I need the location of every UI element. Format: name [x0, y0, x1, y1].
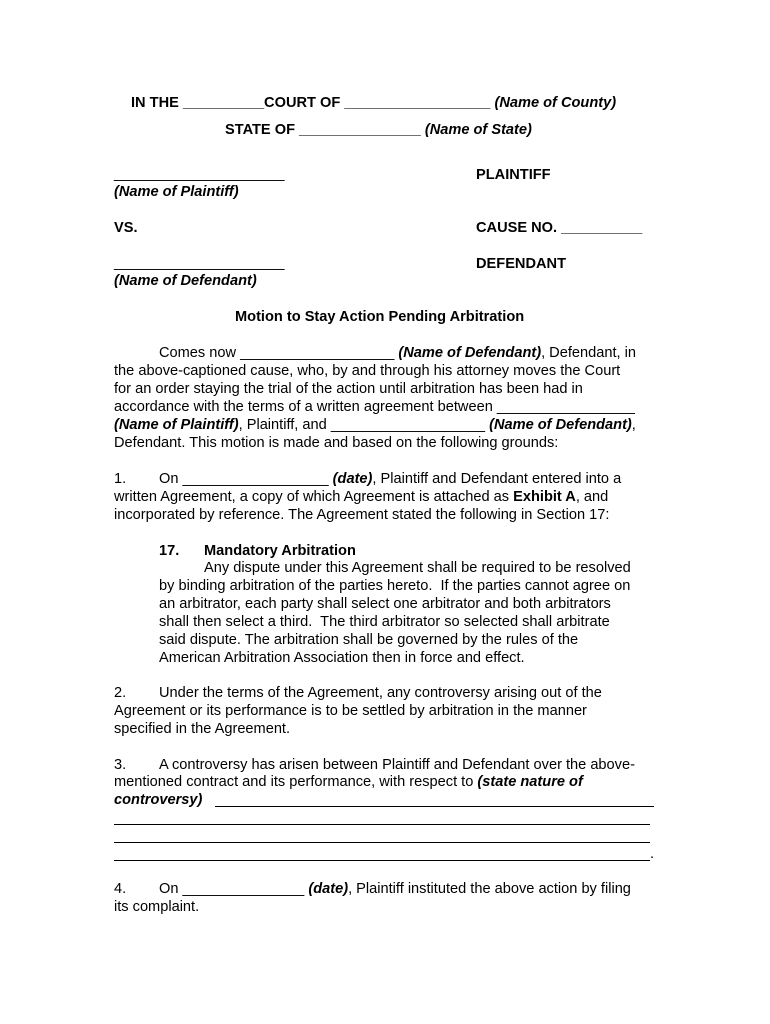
section17-line-5: said dispute. The arbitration shall be governed by the rules of the: [159, 632, 579, 648]
defendant-placeholder: (Name of Defendant): [489, 417, 632, 433]
defendant-placeholder: (Name of Defendant): [398, 345, 542, 361]
controversy-blank-line: [114, 842, 650, 843]
intro-line-6: Defendant. This motion is made and based on the following grounds:: [114, 435, 559, 451]
para3-end-period: .: [650, 846, 655, 862]
exhibit-label: Exhibit A: [513, 489, 576, 505]
para1-line-2: [114, 488, 608, 506]
para3-line-3: controversy): [114, 792, 203, 808]
para3-line-1: A controversy has arisen between Plaintiff and Defendant over the above-: [159, 757, 635, 773]
defendant-blank: _____________________: [114, 255, 285, 271]
cause-number: CAUSE NO. __________: [476, 220, 643, 236]
versus-label: VS.: [114, 220, 138, 236]
state-line: [225, 121, 532, 139]
intro-text: Comes now ___________________: [159, 345, 399, 361]
para4-text: On _______________: [159, 881, 309, 897]
controversy-blank-line: [215, 806, 654, 807]
document-title: Motion to Stay Action Pending Arbitration: [235, 309, 525, 325]
para4-line-2: its complaint.: [114, 899, 200, 915]
para1-text: On __________________: [159, 471, 333, 487]
section17-heading: Mandatory Arbitration: [204, 543, 356, 559]
para4-line-1: [159, 880, 631, 898]
intro-text: ,: [631, 417, 636, 433]
court-line-text: IN THE __________COURT OF __________________: [131, 95, 495, 111]
para2-line-2: Agreement or its performance is to be settled by arbitration in the manner: [114, 703, 587, 719]
defendant-name-placeholder: (Name of Defendant): [114, 273, 257, 289]
section17-line-2: by binding arbitration of the parties hereto. If the parties cannot agree on: [159, 578, 631, 594]
section17-line-6: American Arbitration Association then in force and effect.: [159, 650, 525, 666]
para4-number: 4.: [114, 881, 127, 897]
defendant-label: DEFENDANT: [476, 256, 566, 272]
controversy-placeholder: (state nature of: [477, 774, 583, 790]
plaintiff-blank: _____________________: [114, 166, 285, 182]
para1-text: , and: [575, 489, 609, 505]
controversy-blank-line: [114, 860, 650, 861]
plaintiff-label: PLAINTIFF: [476, 167, 551, 183]
intro-line-2: the above-captioned cause, who, by and through his attorney moves the Court: [114, 363, 621, 379]
para2-number: 2.: [114, 685, 127, 701]
county-placeholder: (Name of County): [494, 95, 617, 111]
date-placeholder: (date): [332, 471, 373, 487]
section17-line-1: Any dispute under this Agreement shall be required to be resolved: [204, 560, 631, 576]
para1-text: , Plaintiff and Defendant entered into a: [372, 471, 622, 487]
para4-text: , Plaintiff instituted the above action by filing: [348, 881, 631, 897]
para2-line-1: Under the terms of the Agreement, any controversy arising out of the: [159, 685, 602, 701]
section17-number: 17.: [159, 543, 180, 559]
para3-number: 3.: [114, 757, 127, 773]
para3-text: mentioned contract and its performance, with respect to: [114, 774, 478, 790]
section17-line-3: an arbitrator, each party shall select one arbitrator and both arbitrators: [159, 596, 611, 612]
intro-text: , Defendant, in: [541, 345, 637, 361]
date-placeholder: (date): [308, 881, 349, 897]
intro-line-1: [159, 344, 636, 362]
controversy-blank-line: [114, 824, 650, 825]
plaintiff-name-placeholder: (Name of Plaintiff): [114, 184, 239, 200]
para1-number: 1.: [114, 471, 127, 487]
state-placeholder: (Name of State): [424, 122, 532, 138]
para1-line-3: incorporated by reference. The Agreement stated the following in Section 17:: [114, 507, 610, 523]
para1-line-1: [159, 470, 621, 488]
intro-line-3: for an order staying the trial of the action until arbitration has been had in: [114, 381, 583, 397]
section17-line-4: shall then select a third. The third arbitrator so selected shall arbitrate: [159, 614, 610, 630]
state-line-text: STATE OF _______________: [225, 122, 425, 138]
intro-line-5: [114, 416, 636, 434]
intro-text: , Plaintiff, and ___________________: [238, 417, 490, 433]
para3-line-2: [114, 773, 583, 791]
para1-text: written Agreement, a copy of which Agreement is attached as: [114, 489, 514, 505]
para2-line-3: specified in the Agreement.: [114, 721, 291, 737]
court-line: [131, 94, 616, 112]
intro-line-4: accordance with the terms of a written agreement between _________________: [114, 399, 635, 415]
plaintiff-placeholder: (Name of Plaintiff): [114, 417, 239, 433]
